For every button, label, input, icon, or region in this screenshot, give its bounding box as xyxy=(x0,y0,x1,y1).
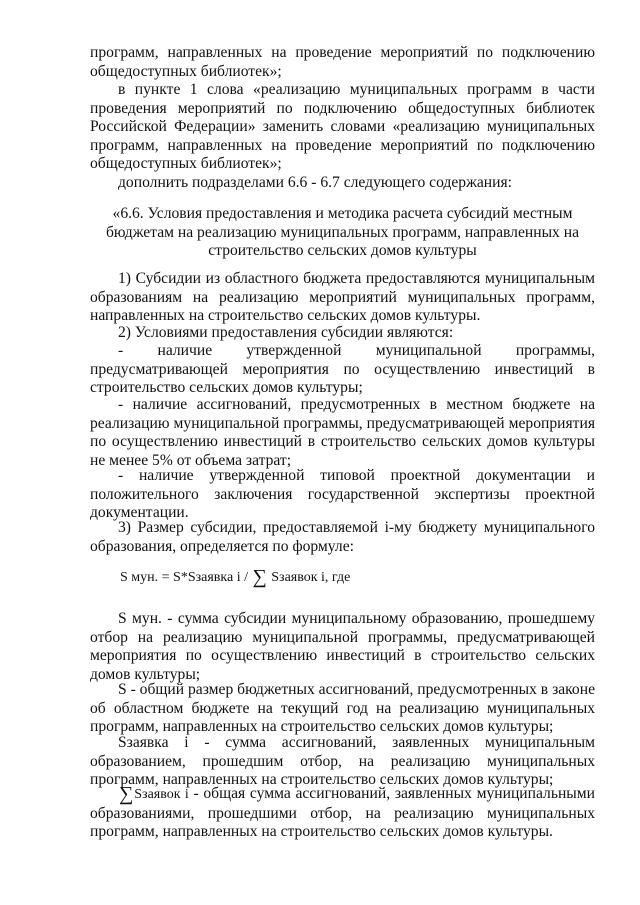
legend-s-request: Sзаявка i - сумма ассигнований, заявленных муниципальным образованием, прошедшим отбор, на реализацию муниципальных программ, направленных на строительство сельских домов культуры; xyxy=(90,734,595,789)
condition-1: - наличие утвержденной муниципальной программы, предусматривающей мероприятия по осуществлению инвестиций в строительство сельских домов культуры; xyxy=(90,342,595,397)
legend-symbol: Sзаявок i xyxy=(134,787,189,802)
section-heading: «6.6. Условия предоставления и методика расчета субсидий местным бюджетам на реализацию муниципальных программ, направленных на строительство сельских домов культуры xyxy=(105,205,580,260)
legend-text: - общая сумма ассигнований, заявленных муниципальными образованиями, прошедшими отбор, на реализацию муниципальных программ, направленных на строительство сельских домов культуры. xyxy=(90,785,595,841)
formula-rhs: Sзаявок i, где xyxy=(271,570,351,585)
sum-icon: ∑ xyxy=(119,783,134,805)
legend-s-mun: S мун. - сумма субсидии муниципальному образованию, прошедшему отбор на реализацию муниципальной программы, предусматривающей мероприятия по осуществлению инвестиций в строительство сельских домов культуры; xyxy=(90,610,595,683)
amendment-paragraph: в пункте 1 слова «реализацию муниципальных программ в части проведения мероприятий по подключению общедоступных библиотек Российской Федерации» заменить словами «реализацию муниципальных программ, направленных на проведение мероприятий по подключению общедоступных библиотек»; xyxy=(90,81,595,173)
subsidy-clause-3: 3) Размер субсидии, предоставляемой i-му бюджету муниципального образования, определяется по формуле: xyxy=(90,519,595,555)
condition-2: - наличие ассигнований, предусмотренных в местном бюджете на реализацию муниципальной программы, предусматривающей мероприятия по осуществлению инвестиций в строительство сельских домов культуры не менее 5% от объема затрат; xyxy=(90,396,595,469)
subsidy-formula xyxy=(120,568,350,588)
subsidy-clause-1: 1) Субсидии из областного бюджета предоставляются муниципальным образованиям на реализацию мероприятий муниципальных программ, направленных на строительство сельских домов культуры. xyxy=(90,270,595,325)
intro-continuation: программ, направленных на проведение мероприятий по подключению общедоступных библиотек»; xyxy=(90,44,595,80)
sum-icon: ∑ xyxy=(252,566,267,588)
legend-s-total: S - общий размер бюджетных ассигнований, предусмотренных в законе об областном бюджете на текущий год на реализацию муниципальных программ, направленных на строительство сельских домов культуры; xyxy=(90,681,595,736)
formula-lhs: S мун. = S*Sзаявка i / xyxy=(120,570,248,585)
condition-3: - наличие утвержденной типовой проектной документации и положительного заключения государственной экспертизы проектной документации. xyxy=(90,467,595,522)
subsidy-clause-2: 2) Условиями предоставления субсидии являются: xyxy=(118,324,454,341)
legend-sum-requests xyxy=(90,785,595,842)
addition-paragraph: дополнить подразделами 6.6 - 6.7 следующего содержания: xyxy=(118,174,512,191)
